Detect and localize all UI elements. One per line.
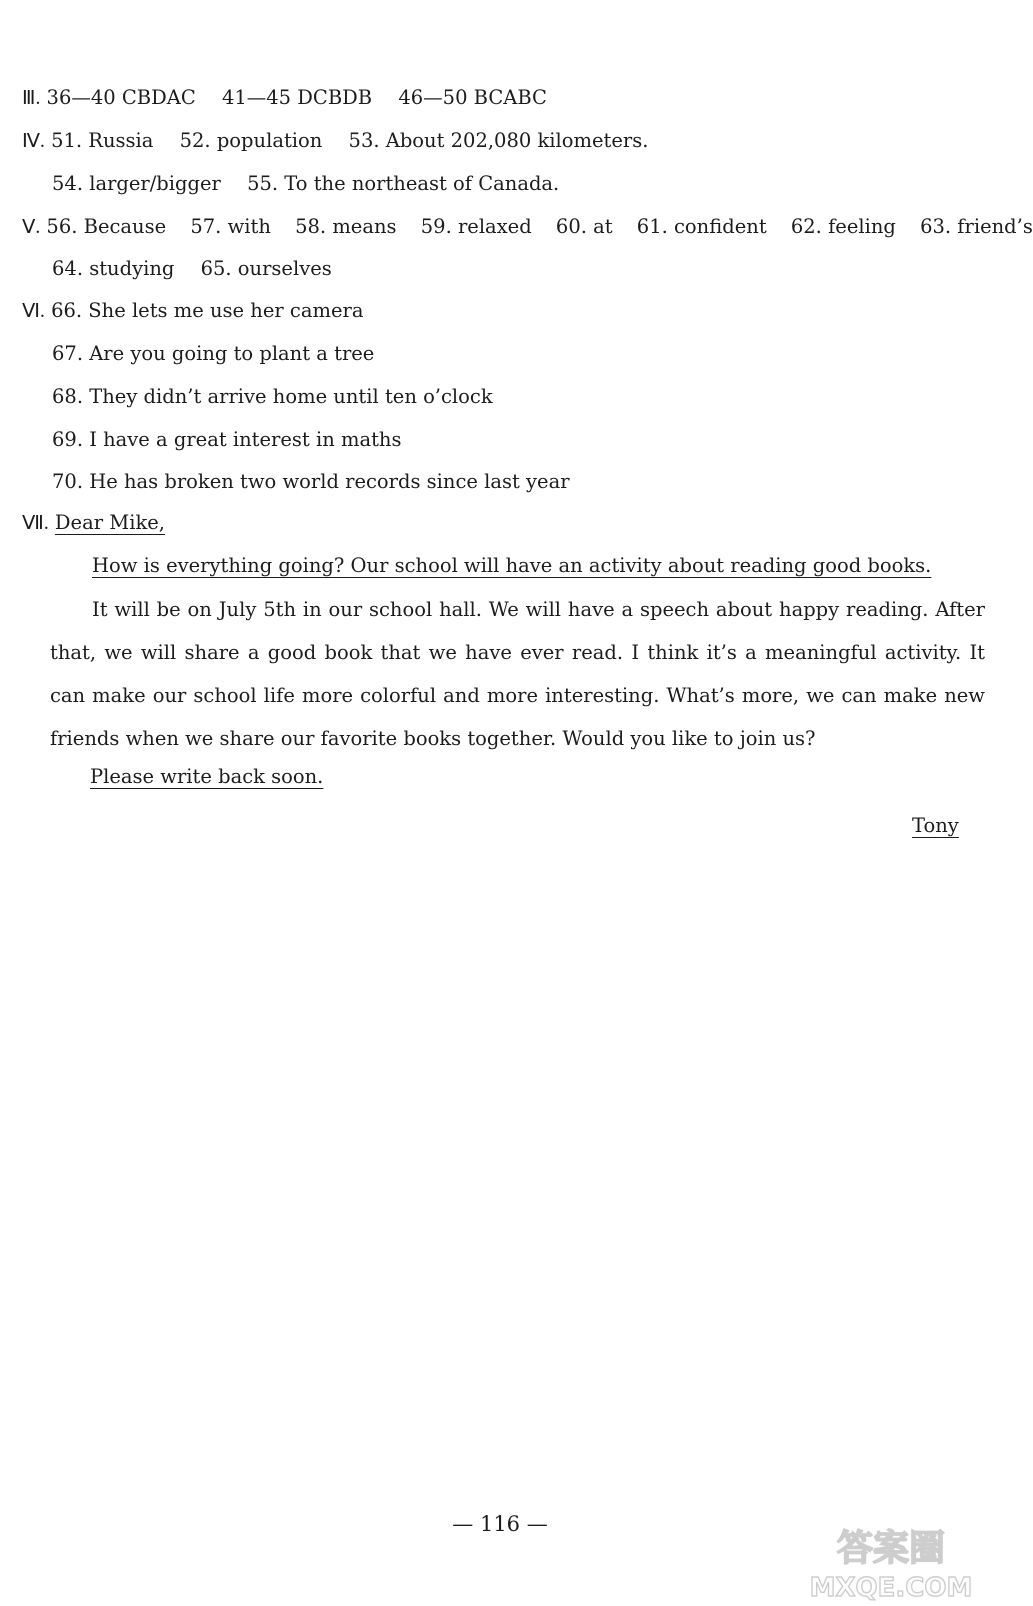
section-iv-line-1 (22, 128, 648, 155)
answer-item: 60. at (555, 215, 613, 238)
section-iv-line-2 (52, 171, 559, 197)
section-v-line-2 (52, 256, 332, 282)
letter-closing-line (90, 764, 323, 790)
answer-item: 64. studying (52, 257, 175, 280)
answer-item: 65. ourselves (200, 257, 332, 280)
letter-signature-line (912, 813, 959, 839)
section-vii-line (22, 510, 165, 537)
answer-sentence: 67. Are you going to plant a tree (52, 342, 375, 365)
answer-sentence: 69. I have a great interest in maths (52, 428, 402, 451)
answer-item: 54. larger/bigger (52, 172, 221, 195)
answer-sentence: 68. They didn’t arrive home until ten o’clock (52, 385, 493, 408)
answer-item: 59. relaxed (420, 215, 532, 238)
page-number: — 116 — (452, 1512, 548, 1536)
watermark-top-text: 答案圈 (836, 1528, 946, 1569)
section-iii-marker: Ⅲ. (22, 88, 41, 109)
answer-item: 61. confident (636, 215, 767, 238)
answer-item: 51. Russia (51, 129, 154, 152)
letter-body: It will be on July 5th in our school hall. We will have a speech about happy reading. After that, we will share a good book that we have ever read. I think it’s a meaningful activity. It can make our school life more colorful and more interesting. What’s more, we can make new friends when we share our favorite books together. Would you like to join us? (50, 598, 985, 750)
section-vi-marker: Ⅵ. (22, 301, 45, 322)
section-iv-marker: Ⅳ. (22, 131, 45, 152)
answer-item: 58. means (295, 215, 397, 238)
letter-signature: Tony (912, 814, 959, 837)
answer-item: 57. with (190, 215, 271, 238)
section-vi-line-1 (22, 298, 363, 325)
section-v-line-1 (22, 214, 1033, 241)
answer-item: 63. friend’s (920, 215, 1033, 238)
answer-group: 46—50 BCABC (398, 86, 547, 109)
letter-opening: How is everything going? Our school will have an activity about reading good books. (92, 554, 932, 577)
answer-item: 62. feeling (790, 215, 896, 238)
letter-opening-line (92, 553, 931, 579)
answer-item: 53. About 202,080 kilometers. (348, 129, 649, 152)
answer-item: 55. To the northeast of Canada. (247, 172, 560, 195)
answer-item: 52. population (179, 129, 323, 152)
answer-item: 56. Because (46, 215, 167, 238)
answer-sentence: 66. She lets me use her camera (51, 299, 364, 322)
answer-group: 36—40 CBDAC (46, 86, 196, 109)
section-vii-marker: Ⅶ. (22, 513, 49, 534)
letter-greeting: Dear Mike, (54, 511, 165, 534)
section-v-marker: Ⅴ. (22, 217, 41, 238)
answer-sentence: 70. He has broken two world records since last year (52, 470, 570, 493)
letter-closing: Please write back soon. (90, 765, 324, 788)
watermark-bottom-text: MXQE.COM (809, 1573, 973, 1603)
watermark-logo (803, 1516, 978, 1602)
section-iii-line (22, 85, 547, 112)
answer-group: 41—45 DCBDB (221, 86, 373, 109)
